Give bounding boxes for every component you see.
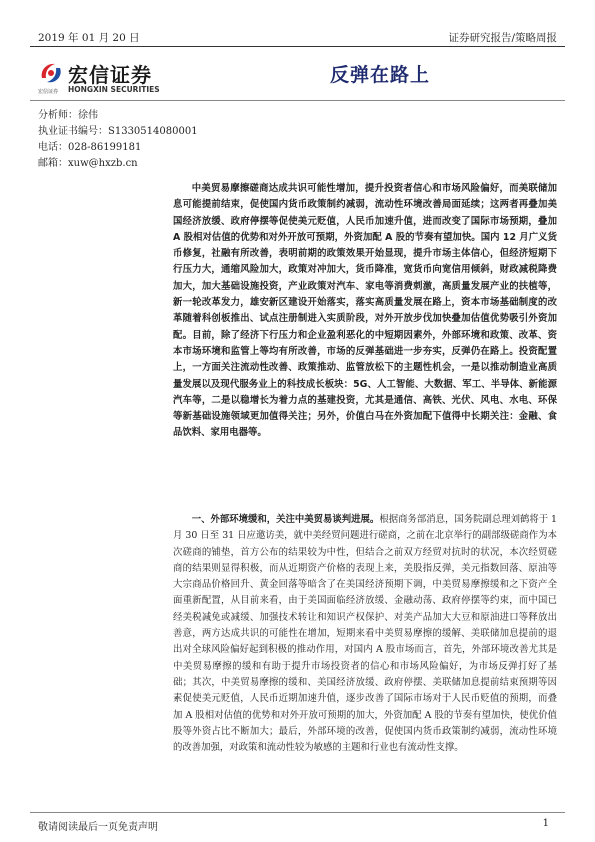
title-divider: [30, 100, 565, 101]
page-number: 1: [542, 818, 549, 829]
footer-disclaimer: 敬请阅读最后一页免责声明: [38, 822, 158, 833]
section-1-paragraph: [173, 512, 557, 756]
header-divider: [30, 46, 565, 47]
logo-name-cn: 宏信证券: [68, 63, 152, 87]
company-logo: [38, 58, 168, 98]
logo-name-cn-small: 宏信证券: [38, 89, 59, 95]
summary-paragraph: 中美贸易摩擦磋商达成共识可能性增加，提升投资者信心和市场风险偏好，而美联储加息可能提前结束，促使国内货币政策制约减弱，流动性环境改善局面延续；这两者再叠加美国经济放缓、政府停摆等促使美元贬值，人民币加速升值，进而改变了国际市场预期，叠加 A 股相对估值的优势和对外开放可预期，外资加配 A 股的节奏有望加快。国内 12 月广义货币修复，社融有所改善，表明前期的政策效果开始显现，提升市场主体信心，但经济短期下行压力大，通缩风险加大，政策对冲加大，货币降准，宽货币向宽信用倾斜，财政减税降费加大，加大基础设施投资，产业政策对汽车、家电等消费刺激，高质量发展产业的扶植等，新一轮改革发力，雄安新区建设开始落实，落实高质量发展在路上，资本市场基础制度的改革随着科创板推出、试点注册制进入实质阶段，对外开放步伐加快叠加估值优势吸引外资加配。目前，除了经济下行压力和企业盈利恶化的中短期因素外，外部环境和政策、改革、资本市场环境和监管上等均有所改善，市场的反弹基础进一步夯实，反弹仍在路上。投资配置上，一方面关注流动性改善、政策推动、监管放松下的主题性机会，一是以推动制造业高质量发展以及现代服务业上的科技成长板块：5G、人工智能、大数据、军工、半导体、新能源汽车等，二是以稳增长为着力点的基建投资，尤其是通信、高铁、光伏、风电、水电、环保等新基础设施领域更加值得关注；另外，价值白马在外资加配下值得中长期关注：金融、食品饮料、家用电器等。: [173, 183, 557, 439]
analyst-email: 邮箱：xuw@hxzb.cn: [38, 158, 138, 169]
report-category: 证券研究报告/策略周报: [448, 32, 557, 44]
report-title: 反弹在路上: [330, 64, 431, 86]
logo-name-en: HONGXIN SECURITIES: [68, 85, 160, 94]
section-1-heading: 一、外部环境缓和，关注中美贸易谈判进展。: [191, 514, 380, 525]
analyst-phone: 电话：028-86199181: [38, 142, 142, 153]
footer-divider: [30, 812, 565, 813]
report-date: 2019 年 01 月 20 日: [38, 32, 140, 44]
analyst-info: [38, 108, 198, 172]
hongxin-logo-mark-icon: [38, 60, 64, 86]
analyst-name: 分析师：徐伟: [38, 110, 98, 121]
section-1-text: 根据商务部消息，国务院副总理刘鹤将于 1 月 30 日至 31 日应邀访美，就中美经贸问题进行磋商，之前在北京举行的副部级磋商作为本次磋商的铺垫，首方公布的结果较为中性，但结合之前双方经贸对抗时的状况，本次经贸磋商的结果则显得积极，而从近期资产价格的表现上来，美股指反弹，美元指数回落、原油等大宗商品价格回升、黄金回落等暗含了在美国经济预期下调，中美贸易摩擦缓和之下资产全面重新配置，从目前来看，由于美国面临经济放缓、金融动荡、政府停摆等约束，而中国已经美税减免或减缓、加强技术转让和知识产权保护、对美产品加大大豆和原油进口等释放出善意，两方达成共识的可能性在增加，短期来看中美贸易摩擦的缓解、美联储加息提前的退出对全球风险偏好起到积极的推动作用，对国内 A 股市场而言，首先，外部环境改善尤其是中美贸易摩擦的缓和有助于提升市场投资者的信心和市场风险偏好，为市场反弹打好了基础；其次，中美贸易摩擦的缓和、美国经济放缓、政府停摆、美联储加息提前结束预期等因素促使美元贬值，人民币近期加速升值，逐步改善了国际市场对于人民币贬值的预期，而叠加 A 股相对估值的优势和对外开放可预期的加大，外资加配 A 股的节奏有望加快，使优价值股等外资占比不断加大；最后，外部环境的改善，促使国内货币政策制约减弱，流动性环境的改善加强，对政策和流动性较为敏感的主题和行业也有流动性支撑。: [173, 514, 558, 754]
analyst-license: 执业证书编号：S1330514080001: [38, 126, 198, 137]
